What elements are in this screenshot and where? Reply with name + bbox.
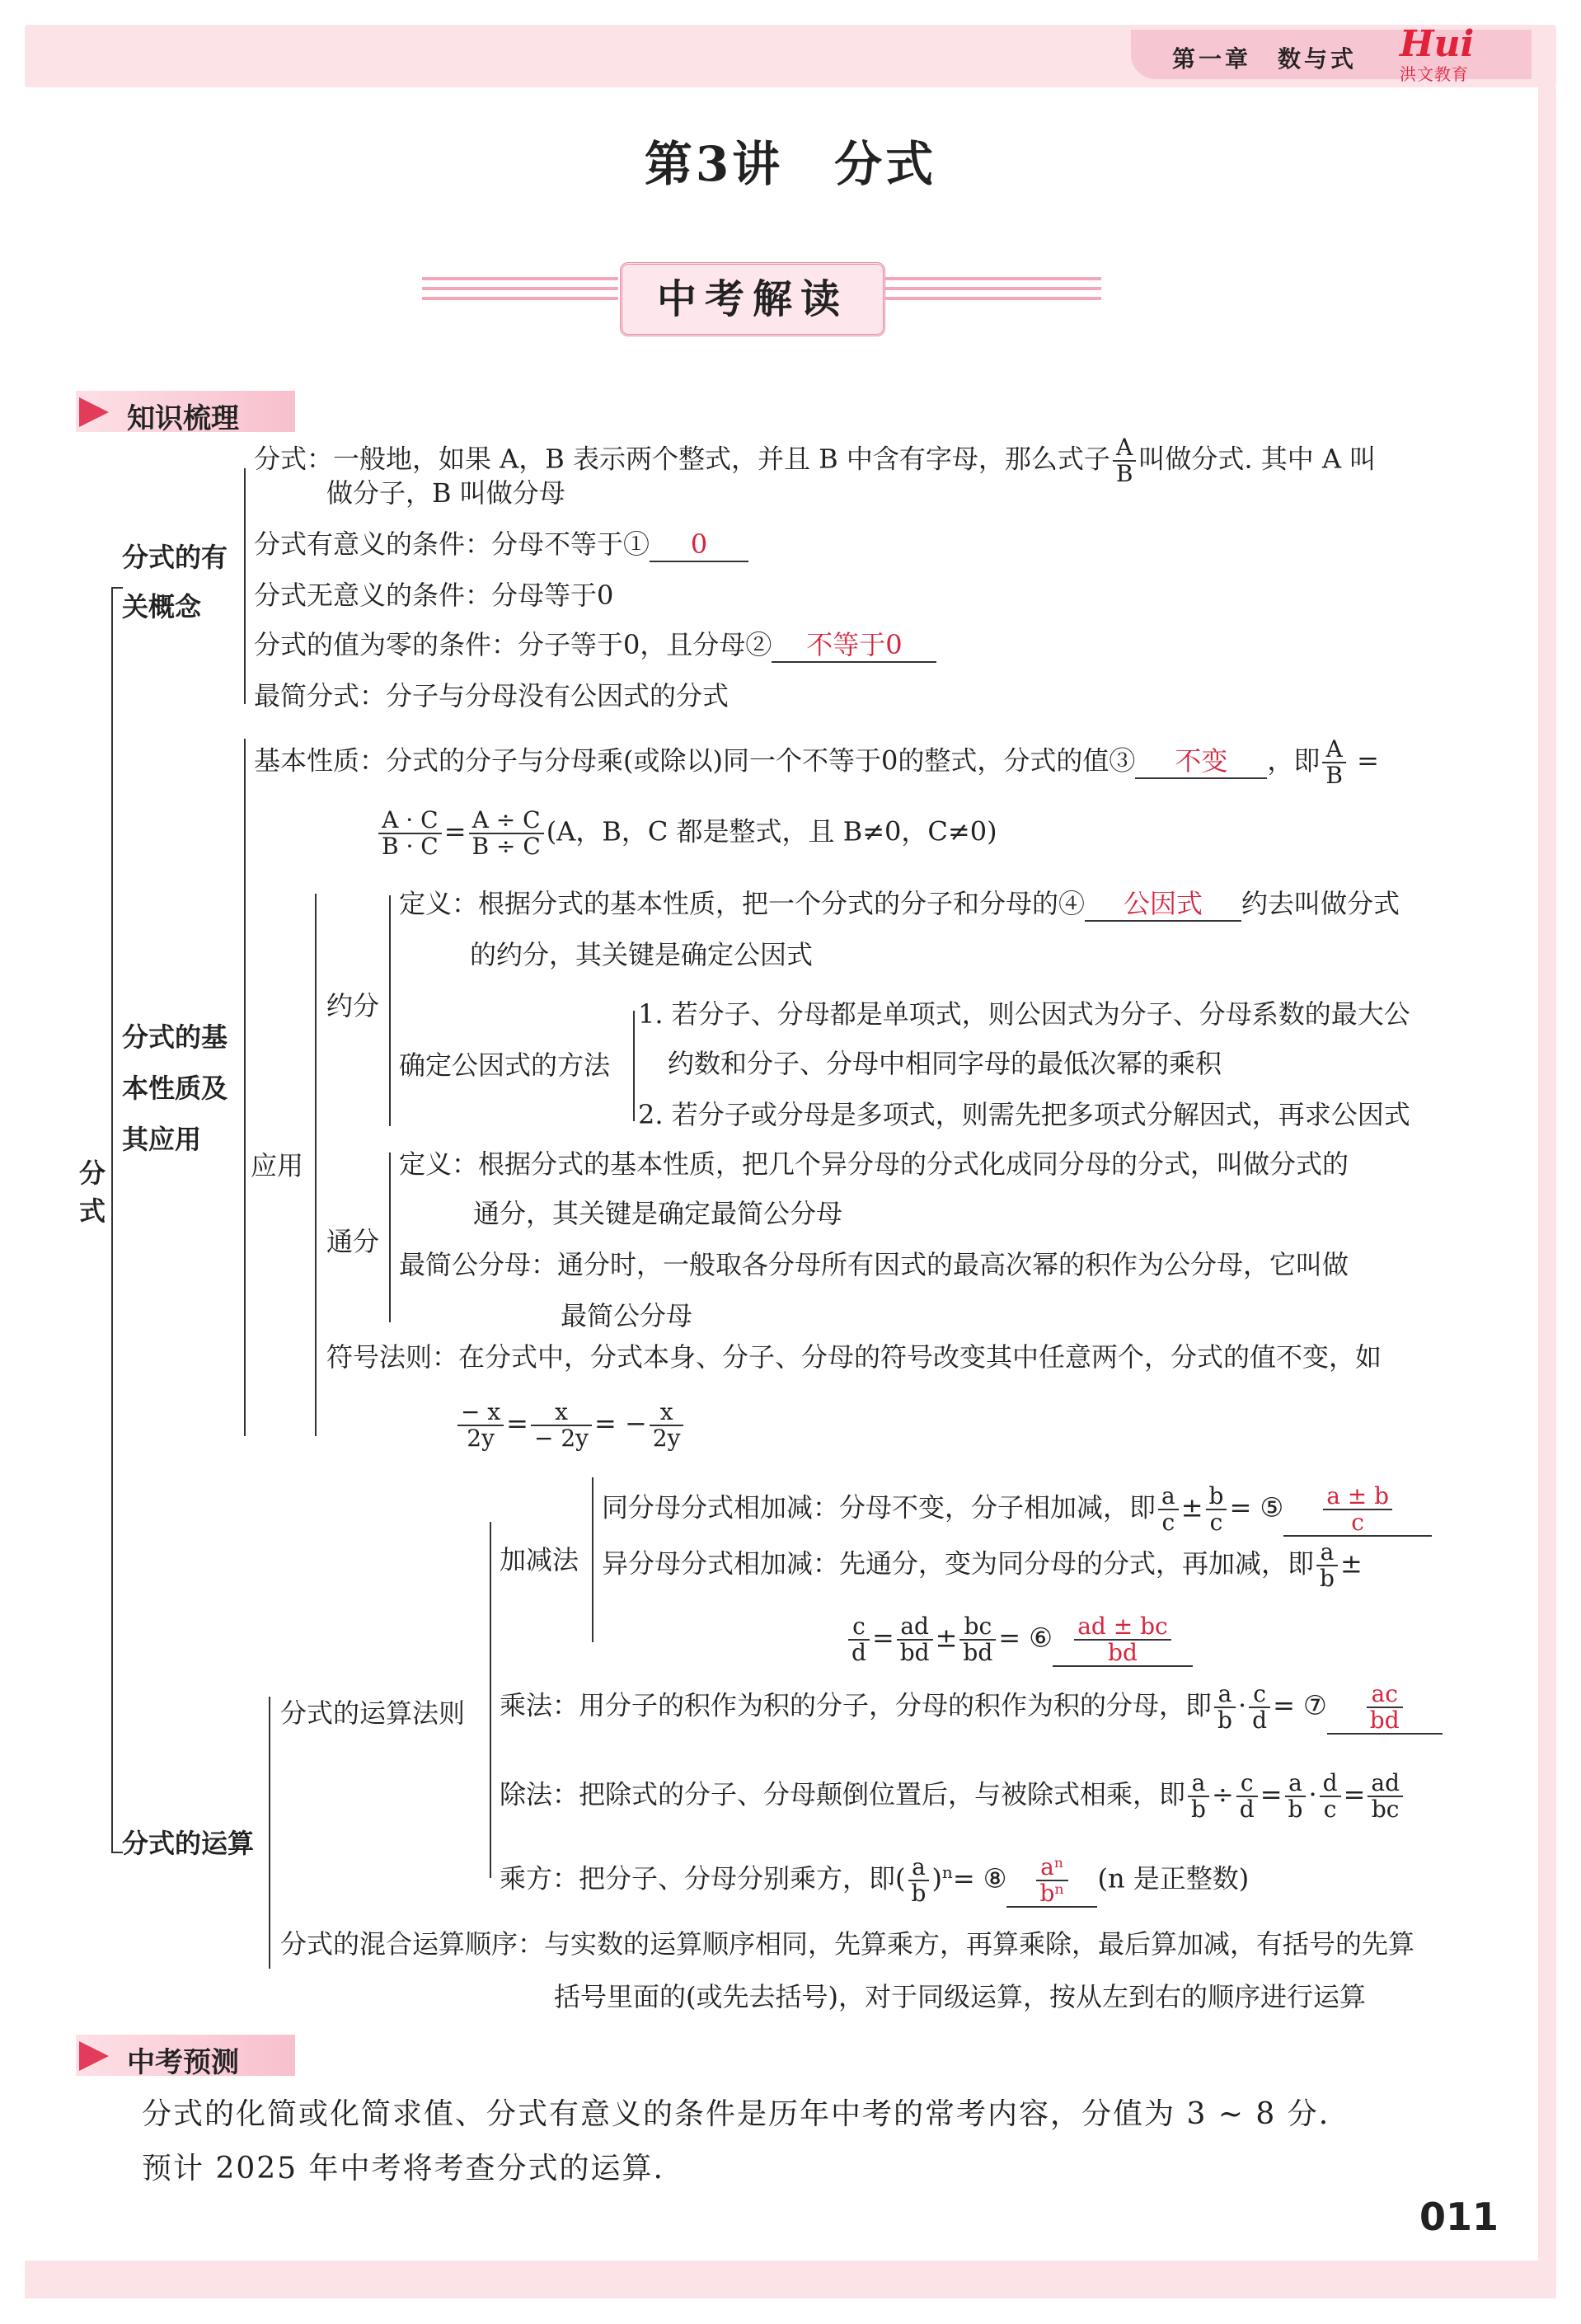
arrow-icon	[79, 397, 109, 427]
tongfen-definition: 定义：根据分式的基本性质，把几个异分母的分式化成同分母的分式，叫做分式的	[399, 1148, 1349, 1180]
addsub-label: 加减法	[500, 1544, 579, 1575]
answer-8: $\frac{\text{aⁿ}}{\text{bⁿ}}$	[1036, 1855, 1067, 1906]
concept-simplest: 最简分式：分子与分母没有公因式的分式	[254, 680, 730, 711]
logo-mark: Hui	[1400, 23, 1475, 65]
yuefen-method-2: 2. 若分子或分母是多项式，则需先把多项式分解因式，再求公因式	[638, 1099, 1410, 1130]
banner-title: 中考解读	[620, 262, 885, 336]
banner-stripes-left	[422, 277, 618, 320]
tongfen-lcd-cont: 最简公分母	[561, 1300, 693, 1331]
answer-3: 不变	[1175, 744, 1228, 777]
logo-text: 洪文教育	[1400, 64, 1469, 84]
tongfen-definition-cont: 通分，其关键是确定最简公分母	[473, 1198, 843, 1229]
concept-definition-cont: 做分子，B 叫做分母	[326, 477, 565, 509]
yuefen-definition: 定义：根据分式的基本性质，把一个分式的分子和分母的④ 公因式 约去叫做分式	[399, 887, 1400, 922]
category-concept-2: 关概念	[122, 591, 202, 622]
diff-denominator-formula: $\frac{c}{d}$ = $\frac{ad}{bd}$ ± $\frac{bc}{bd}$ = ⑥ $\frac{ad \pm bc}{bd}$	[846, 1614, 1193, 1667]
brace-tick	[111, 1852, 123, 1853]
section-tag-prediction	[76, 2035, 295, 2079]
category-props-3: 其应用	[122, 1124, 202, 1155]
yuefen-label: 约分	[326, 990, 380, 1021]
apply-brace	[315, 894, 317, 1436]
answer-6: $\frac{ad \pm bc}{bd}$	[1074, 1614, 1171, 1665]
mixed-order-rule-cont: 括号里面的(或先去括号)，对于同级运算，按从左到右的顺序进行运算	[554, 1981, 1366, 2012]
sign-rule: 符号法则：在分式中，分式本身、分子、分母的符号改变其中任意两个，分式的值不变，如	[326, 1341, 1382, 1373]
ops-rules-label: 分式的运算法则	[280, 1697, 466, 1729]
bottom-frame	[25, 2261, 1556, 2298]
root-label: 分式	[78, 1157, 106, 1227]
category-ops: 分式的运算	[122, 1828, 255, 1859]
yuefen-method-label: 确定公因式的方法	[399, 1049, 611, 1081]
multiplication-rule: 乘法：用分子的积作为积的分子，分母的积作为积的分母，即 $\frac{a}{b}$ · $\frac{c}{d}$ = ⑦ $\frac{ac}{bd}$	[500, 1682, 1443, 1735]
root-brace	[111, 587, 113, 1853]
basic-property: 基本性质：分式的分子与分母乘(或除以)同一个不等于0的整式，分式的值③ 不变 ，即 $\frac{A}{B}$ =	[254, 735, 1379, 789]
answer-5: $\frac{a \pm b}{c}$	[1323, 1484, 1392, 1535]
tongfen-label: 通分	[326, 1226, 380, 1257]
category-concept-1: 分式的有	[122, 542, 228, 573]
yuefen-method-1-cont: 约数和分子、分母中相同字母的最低次幂的乘积	[668, 1048, 1222, 1079]
diff-denominator-rule: 异分母分式相加减：先通分，变为同分母的分式，再加减，即 $\frac{a}{b}$ ±	[602, 1538, 1363, 1592]
concept-definition: 分式：一般地，如果 A，B 表示两个整式，并且 B 中含有字母，那么式子 $\frac{A}{B}$ 叫做分式. 其中 A 叫	[254, 434, 1377, 487]
sign-rule-example: $\frac{- x}{2y}$ = $\frac{x}{- 2y}$ = − $\frac{x}{2y}$	[455, 1400, 686, 1451]
right-frame	[1538, 87, 1556, 2261]
chapter-label: 第一章	[1172, 45, 1252, 73]
rules-brace	[490, 1522, 491, 1878]
brace-tick	[111, 587, 123, 589]
yuefen-method-1: 1. 若分子、分母都是单项式，则公因式为分子、分母系数的最大公	[638, 998, 1410, 1030]
yuefen-definition-cont: 的约分，其关键是确定公因式	[470, 939, 814, 970]
concept-meaningless: 分式无意义的条件：分母等于0	[254, 580, 614, 611]
method-brace	[633, 1011, 635, 1121]
prediction-line-2: 预计 2025 年中考将考查分式的运算.	[142, 2152, 664, 2185]
banner-stripes-right	[880, 277, 1101, 320]
category-props-1: 分式的基	[122, 1021, 228, 1053]
answer-4: 公因式	[1124, 888, 1203, 919]
section-label: 数与式	[1278, 45, 1358, 73]
tongfen-brace	[389, 1153, 391, 1322]
tongfen-lcd: 最简公分母：通分时，一般取各分母所有因式的最高次幂的积作为公分母，它叫做	[399, 1249, 1349, 1280]
fraction-a-over-b: $\frac{A}{B}$	[1113, 435, 1137, 486]
ops-brace	[269, 1697, 270, 1969]
page-number: 011	[1419, 2195, 1499, 2239]
lecture-title: 第3讲 分式	[644, 136, 937, 192]
section-title: 知识梳理	[127, 402, 239, 435]
same-denominator-rule: 同分母分式相加减：分母不变，分子相加减，即 $\frac{a}{c}$ ± $\frac{b}{c}$ = ⑤ $\frac{a \pm b}{c}$	[602, 1484, 1432, 1537]
section-title: 中考预测	[127, 2046, 239, 2079]
answer-2: 不等于0	[806, 629, 903, 660]
publisher-logo	[1395, 25, 1485, 84]
concept-meaningful: 分式有意义的条件：分母不等于① 0	[254, 528, 748, 562]
category-props-2: 本性质及	[122, 1073, 228, 1104]
concept-brace	[244, 468, 246, 704]
addsub-brace	[592, 1477, 593, 1642]
division-rule: 除法：把除式的分子、分母颠倒位置后，与被除式相乘，即 $\frac{a}{b}$ ÷ $\frac{c}{d}$ = $\frac{a}{b}$ · $\frac{d}{c}$ = $\frac{ad}{bc}$	[500, 1771, 1405, 1822]
prediction-line-1: 分式的化简或化简求值、分式有意义的条件是历年中考的常考内容，分值为 3 ~ 8 分.	[142, 2097, 1330, 2131]
section-tag-knowledge	[76, 391, 295, 435]
yuefen-brace	[389, 895, 391, 1126]
mixed-order-rule: 分式的混合运算顺序：与实数的运算顺序相同，先算乘方，再算乘除，最后算加减，有括号的先算	[280, 1928, 1415, 1960]
basic-property-formula: $\frac{A \cdot C}{B \cdot C}$ = $\frac{A \div C}{B \div C}$ (A，B，C 都是整式，且 B≠0，C≠0)	[376, 808, 997, 859]
power-rule: 乘方：把分子、分母分别乘方，即( $\frac{a}{b}$ )$^n$= ⑧ $\frac{\text{aⁿ}}{\text{bⁿ}}$ (n 是正整数)	[500, 1853, 1250, 1907]
answer-1: 0	[690, 528, 708, 560]
arrow-icon	[79, 2041, 109, 2071]
concept-zero-value: 分式的值为零的条件：分子等于0，且分母② 不等于0	[254, 628, 936, 663]
apply-label: 应用	[251, 1150, 304, 1181]
props-brace	[244, 739, 246, 1436]
answer-7: $\frac{ac}{bd}$	[1367, 1682, 1403, 1733]
